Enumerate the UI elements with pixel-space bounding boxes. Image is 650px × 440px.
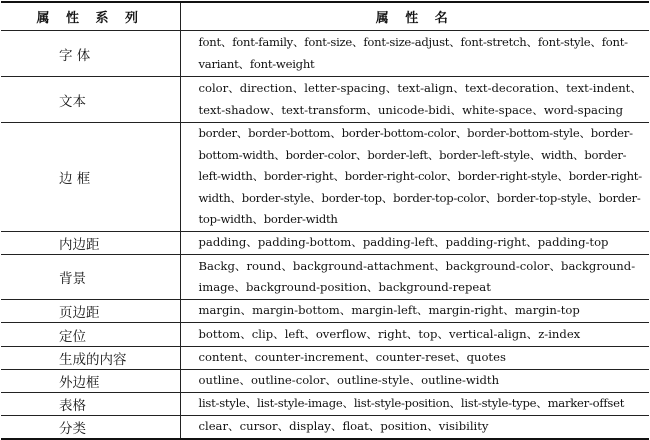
properties-cell: border、border-bottom、border-bottom-color、border-bottom-style、border-bottom-width、border-color、border-left、border-left-style、width、border-left-width、border-right、border-right-color、border-right-style、border-right-width、border-style、border-top、border-top-color、border-top-style、border-top-width、border-width	[180, 123, 649, 232]
table-row-padding	[1, 232, 649, 255]
header-category: 属 性 系 列	[1, 2, 180, 31]
category-cell: 文本	[1, 77, 180, 123]
category-cell: 内边距	[1, 232, 180, 255]
header-row	[1, 2, 649, 31]
properties-cell: bottom、clip、left、overflow、right、top、vertical-align、z-index	[180, 323, 649, 347]
properties-cell: margin、margin-bottom、margin-left、margin-right、margin-top	[180, 300, 649, 323]
category-cell: 表格	[1, 393, 180, 416]
category-cell: 定位	[1, 323, 180, 347]
properties-cell: list-style、list-style-image、list-style-position、list-style-type、marker-offset	[180, 393, 649, 416]
properties-cell: Backg、round、background-attachment、background-color、background-image、background-position、background-repeat	[180, 255, 649, 300]
category-cell: 字 体	[1, 31, 180, 77]
table-row-generated-content	[1, 347, 649, 370]
table-row-border	[1, 123, 649, 232]
category-cell: 边 框	[1, 123, 180, 232]
css-properties-table-container	[1, 1, 649, 440]
properties-cell: content、counter-increment、counter-reset、quotes	[180, 347, 649, 370]
css-properties-table	[1, 1, 649, 440]
table-row-font	[1, 31, 649, 77]
category-cell: 外边框	[1, 370, 180, 393]
category-cell: 页边距	[1, 300, 180, 323]
header-properties: 属 性 名	[180, 2, 649, 31]
table-row-margin	[1, 300, 649, 323]
table-row-text	[1, 77, 649, 123]
table-row-positioning	[1, 323, 649, 347]
table-row-classification	[1, 416, 649, 439]
table-row-outline	[1, 370, 649, 393]
properties-cell: font、font-family、font-size、font-size-adjust、font-stretch、font-style、font-variant、font-weight	[180, 31, 649, 77]
table-row-background	[1, 255, 649, 300]
properties-cell: outline、outline-color、outline-style、outline-width	[180, 370, 649, 393]
properties-cell: color、direction、letter-spacing、text-align、text-decoration、text-indent、text-shadow、text-transform、unicode-bidi、white-space、word-spacing	[180, 77, 649, 123]
category-cell: 分类	[1, 416, 180, 439]
category-cell: 背景	[1, 255, 180, 300]
properties-cell: padding、padding-bottom、padding-left、padding-right、padding-top	[180, 232, 649, 255]
table-header	[1, 2, 649, 31]
properties-cell: clear、cursor、display、float、position、visibility	[180, 416, 649, 439]
category-cell: 生成的内容	[1, 347, 180, 370]
table-body	[1, 31, 649, 439]
table-row-table	[1, 393, 649, 416]
